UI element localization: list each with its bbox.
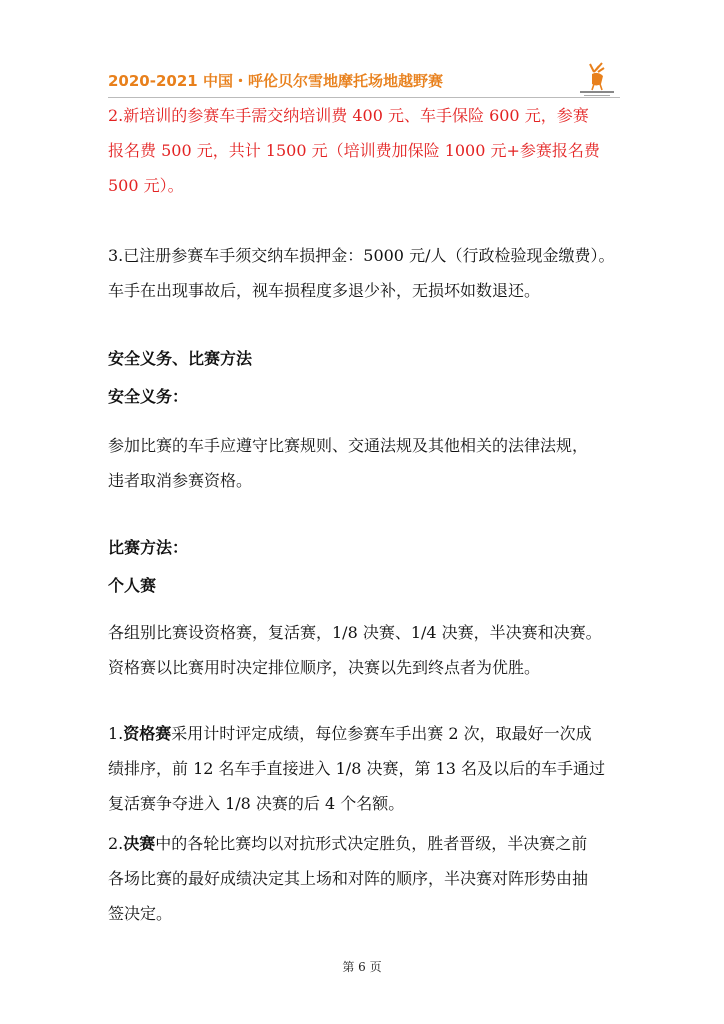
section-heading: 安全义务、比赛方法: [108, 349, 253, 368]
fee-line-2: 报名费 500 元，共计 1500 元（培训费加保险 1000 元+参赛报名费: [108, 141, 600, 160]
qualifier-prefix: 1.: [108, 724, 124, 743]
qualifier-line-2: 绩排序，前 12 名车手直接进入 1/8 决赛，第 13 名及以后的车手通过: [108, 759, 605, 778]
qualifier-line-3: 复活赛争夺进入 1/8 决赛的后 4 个名额。: [108, 794, 405, 813]
method-heading: 比赛方法：: [108, 538, 189, 557]
final-line-1: 中的各轮比赛均以对抗形式决定胜负，胜者晋级，半决赛之前: [155, 834, 588, 853]
final-prefix: 2.: [108, 834, 124, 853]
fee-line-1: 2.新培训的参赛车手需交纳培训费 400 元、车手保险 600 元，参赛: [108, 106, 589, 125]
safety-heading: 安全义务：: [108, 387, 189, 406]
page-number: 第 6 页: [342, 960, 382, 974]
groups-paragraph: [108, 615, 628, 685]
final-line-2: 各场比赛的最好成绩决定其上场和对阵的顺序，半决赛对阵形势由抽: [108, 869, 589, 888]
groups-line-1: 各组别比赛设资格赛，复活赛，1/8 决赛、1/4 决赛，半决赛和决赛。: [108, 623, 602, 642]
header-title: 2020-2021 中国・呼伦贝尔雪地摩托场地越野赛: [108, 72, 443, 90]
individual-heading: 个人赛: [108, 576, 157, 595]
deposit-line-2: 车手在出现事故后，视车损程度多退少补，无损坏如数退还。: [108, 281, 541, 300]
page-header: [108, 64, 620, 96]
safety-line-2: 违者取消参赛资格。: [108, 471, 253, 490]
qualifier-term: 资格赛: [123, 724, 172, 743]
final-term: 决赛: [123, 834, 156, 853]
final-paragraph: [108, 826, 628, 931]
deposit-line-1: 3.已注册参赛车手须交纳车损押金：5000 元/人（行政检验现金缴费）。: [108, 246, 615, 265]
safety-line-1: 参加比赛的车手应遵守比赛规则、交通法规及其他相关的法律法规，: [108, 436, 589, 455]
qualifier-paragraph: [108, 716, 628, 821]
fee-paragraph: [108, 98, 628, 203]
final-line-3: 签决定。: [108, 904, 173, 923]
safety-paragraph: [108, 428, 628, 498]
reindeer-logo-icon: [574, 60, 620, 98]
groups-line-2: 资格赛以比赛用时决定排位顺序，决赛以先到终点者为优胜。: [108, 658, 541, 677]
deposit-paragraph: [108, 238, 628, 308]
fee-line-3: 500 元）。: [108, 176, 184, 195]
qualifier-line-1: 采用计时评定成绩，每位参赛车手出赛 2 次，取最好一次成: [171, 724, 592, 743]
